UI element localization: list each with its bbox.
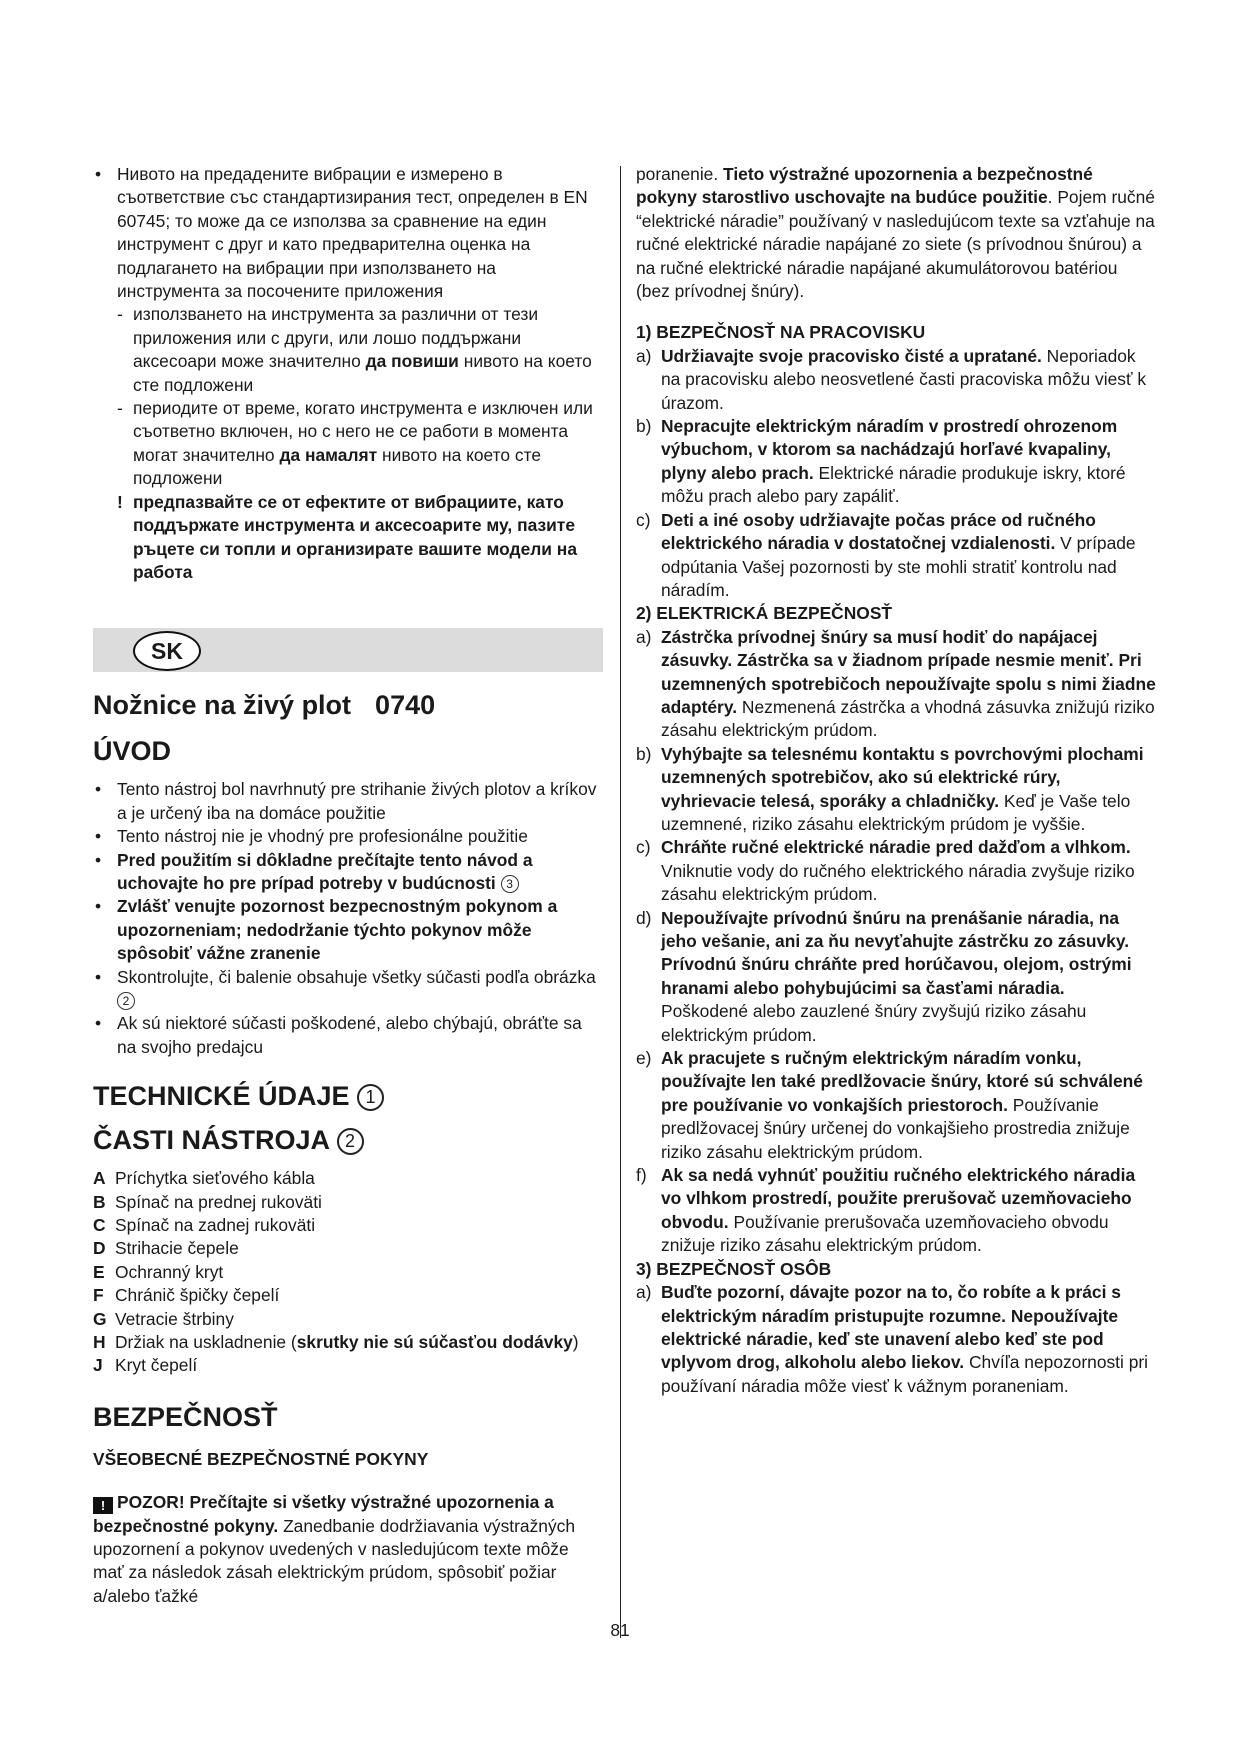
intro-item: • Zvlášť venujte pozornost bezpecnostným pokynom a upozorneniam; nedodržanie týchto pokynov môže spôsobiť vážne zranenie [93, 895, 603, 965]
section-heading: 2) ELEKTRICKÁ BEZPEČNOSŤ [636, 603, 893, 624]
intro-item: • Tento nástroj nie je vhodný pre profesionálne použitie [93, 825, 603, 848]
part-item: B Spínač na prednej rukoväti [93, 1191, 322, 1212]
safety-item: c) Chráňte ručné elektrické náradie pred dažďom a vlhkom. Vniknutie vody do ručného elektrického náradia zvyšuje riziko zásahu elektrickým prúdom. [636, 837, 1135, 905]
part-item: C Spínač na zadnej rukoväti [93, 1215, 316, 1235]
warning-icon: ! [93, 1497, 113, 1514]
part-item: A Príchytka sieťového kábla [93, 1168, 315, 1189]
product-title: Nožnice na živý plot 0740 [93, 690, 436, 721]
figure-ref: 3 [501, 875, 519, 893]
part-item: F Chránič špičky čepelí [93, 1285, 280, 1306]
section-heading: 1) BEZPEČNOSŤ NA PRACOVISKU [636, 322, 926, 343]
page-number: 81 [610, 1620, 630, 1640]
safety-item: f) Ak sa nedá vyhnúť použitiu ručného elektrického náradia vo vlhkom prostredí, použite prerušovač uzemňovacieho obvodu. Používanie prerušovača uzemňovacieho obvodu znižuje riziko zásahu elektrickým prúdom. [636, 1165, 1136, 1256]
safety-item: c) Deti a iné osoby udržiavajte počas práce od ručného elektrického náradia v dostatočnej vzdialenosti. V prípade odpútania Vašej pozornosti by ste mohli stratiť kontrolu nad náradím. [636, 509, 1136, 600]
left-column [93, 163, 603, 1608]
figure-ref: 1 [357, 1084, 384, 1111]
safety-item: e) Ak pracujete s ručným elektrickým náradím vonku, používajte len také predlžovacie šnúry, ktoré sú schválené pre používanie vo vonkajších priestoroch. Používanie predlžovacej šnúry určenej do vonkajšieho prostredia znižuje riziko zásahu elektrickým prúdom. [636, 1048, 1143, 1162]
tech-data-heading: TECHNICKÉ ÚDAJE 1 [93, 1079, 603, 1113]
safety-heading: BEZPEČNOSŤ [93, 1401, 278, 1432]
intro-item: • Skontrolujte, či balenie obsahuje všetky súčasti podľa obrázka 2 [93, 966, 603, 1013]
safety-item: b) Nepracujte elektrickým náradím v prostredí ohrozenom výbuchom, v ktorom sa nachádzajú horľavé kvapaliny, plyny alebo prach. Elektrické náradie produkuje iskry, ktoré môžu prach alebo pary zapáliť. [636, 416, 1126, 507]
part-item: J Kryt čepelí [93, 1355, 198, 1376]
bg-dash-item: - периодите от време, когато инструмента е изключен или съответно включен, но с него не се работи в момента могат значително да намалят нивото на което сте подложени [93, 397, 603, 491]
intro-heading: ÚVOD [93, 736, 172, 767]
model-number: 0740 [375, 690, 436, 721]
general-safety-heading: VŠEOBECNÉ BEZPEČNOSTNÉ POKYNY [93, 1448, 429, 1469]
parts-list [93, 1167, 603, 1378]
part-item: H Držiak na uskladnenie (skrutky nie sú súčasťou dodávky) [93, 1332, 579, 1353]
bg-dash-item: - използването на инструмента за различни от тези приложения или с други, или лошо поддържани аксесоари може значително да повиши нивото на което сте подложени [93, 303, 603, 397]
part-item: G Vetracie štrbiny [93, 1308, 234, 1329]
general-warning: ! POZOR! Prečítajte si všetky výstražné upozornenia a bezpečnostné pokyny. Zanedbanie dodržiavania výstražných upozornení a pokynov uvedených v nasledujúcom texte môže mať za následok zásah elektrickým prúdom, spôsobiť požiar a/alebo ťažké [93, 1492, 576, 1606]
intro-item: • Tento nástroj bol navrhnutý pre strihanie živých plotov a kríkov a je určený iba na domáce použitie [93, 778, 603, 825]
parts-heading: ČASTI NÁSTROJA 2 [93, 1123, 603, 1157]
safety-item: d) Nepoužívajte prívodnú šnúru na prenášanie náradia, na jeho vešanie, ani za ňu nevyťahujte zástrčku zo zásuvky. Prívodnú šnúru chráňte pred horúčavou, olejom, ostrými hranami alebo pohybujúcimi sa časťami náradia. Poškodené alebo zauzlené šnúry zvyšujú riziko zásahu elektrickým prúdom. [636, 907, 1132, 1045]
language-band [93, 628, 603, 672]
safety-item: b) Vyhýbajte sa telesnému kontaktu s povrchovými plochami uzemnených spotrebičov, ako sú elektrické rúry, vyhrievacie telesá, sporáky a chladničky. Keď je Vaše telo uzemnené, riziko zásahu elektrickým prúdom je vyššie. [636, 743, 1144, 834]
safety-item: a) Zástrčka prívodnej šnúry sa musí hodiť do napájacej zásuvky. Zástrčka sa v žiadnom prípade nesmie meniť. Pri uzemnených spotrebičoch nepoužívajte spolu s nimi žiadne adaptéry. Nezmenená zástrčka a vhodná zásuvka znižujú riziko zásahu elektrickým prúdom. [636, 626, 1156, 741]
figure-ref: 2 [337, 1128, 364, 1155]
section-heading: 3) BEZPEČNOSŤ OSÔB [636, 1258, 832, 1279]
language-badge: SK [133, 631, 201, 671]
part-item: D Strihacie čepele [93, 1238, 239, 1259]
figure-ref: 2 [117, 992, 135, 1010]
bg-vibration-warning: ! предпазвайте се от ефектите от вибрациите, като поддържате инструмента и аксесоарите му, пазите ръцете си топли и организирате вашите модели на работа [93, 491, 603, 585]
intro-item: • Ak sú niektoré súčasti poškodené, alebo chýbajú, obráťte sa na svojho predajcu [93, 1012, 603, 1059]
column-divider [620, 166, 621, 1638]
part-item: E Ochranný kryt [93, 1261, 224, 1282]
continued-paragraph: poranenie. Tieto výstražné upozornenia a bezpečnostné pokyny starostlivo uschovajte na budúce použitie. Pojem ručné “elektrické náradie” používaný v nasledujúcom texte sa vzťahuje na ručné elektrické náradie napájané zo siete (s prívodnou šnúrou) a na ručné elektrické náradie napájané akumulátorovou batériou (bez prívodnej šnúry). [636, 164, 1155, 302]
bg-bullet: • Нивото на предадените вибрации е измерено в съответствие със стандартизирания тест, определен в EN 60745; то може да се използва за сравнение на един инструмент с друг и като предварителна оценка на подлагането на вибрации при използването на инструмента за посочените приложения [93, 163, 603, 303]
right-column [636, 163, 1156, 1398]
safety-item: a) Buďte pozorní, dávajte pozor na to, čo robíte a k práci s elektrickým náradím pristupujte rozumne. Nepoužívajte elektrické náradie, keď ste unavení alebo keď ste pod vplyvom drog, alkoholu alebo liekov. Chvíľa nepozornosti pri používaní náradia môže viesť k vážnym poraneniam. [636, 1282, 1149, 1396]
safety-item: a) Udržiavajte svoje pracovisko čisté a upratané. Neporiadok na pracovisku alebo neosvetlené časti pracoviska môžu viesť k úrazom. [636, 345, 1147, 413]
intro-item: • Pred použitím si dôkladne prečítajte tento návod a uchovajte ho pre prípad potreby v budúcnosti 3 [93, 849, 603, 896]
